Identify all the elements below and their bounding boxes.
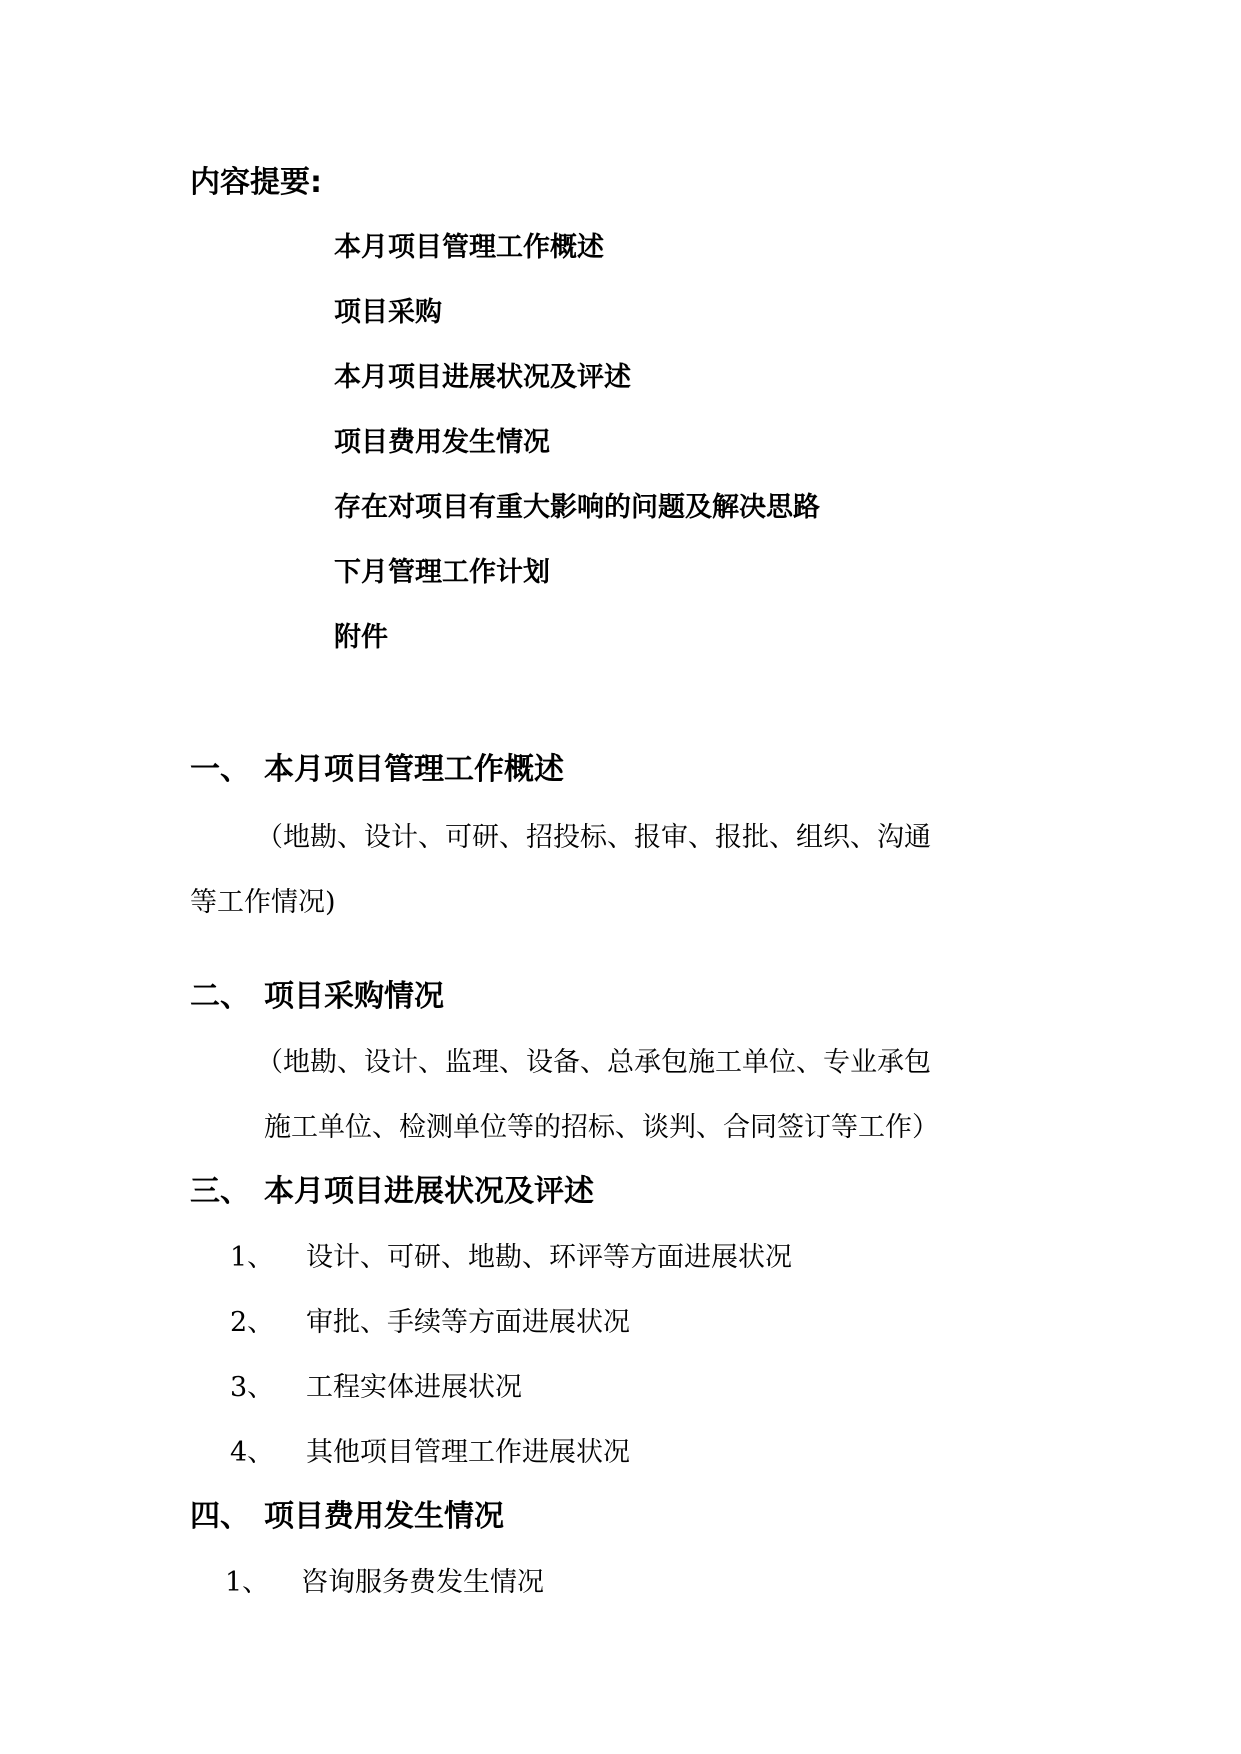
summary-item: 项目采购 <box>334 297 442 328</box>
section-number: 一、 <box>190 752 250 787</box>
section-1-paragraph-line: 等工作情况) <box>190 887 336 918</box>
section-3-list-item <box>230 1238 792 1278</box>
section-4-list-item <box>225 1563 544 1603</box>
list-index: 1、 <box>230 1242 275 1273</box>
section-3-list-item <box>230 1303 630 1343</box>
section-1-paragraph-line: （地勘、设计、可研、招投标、报审、报批、组织、沟通 <box>256 822 931 853</box>
summary-list <box>334 228 820 683</box>
section-title: 本月项目进展状况及评述 <box>264 1174 594 1209</box>
summary-item: 下月管理工作计划 <box>334 557 550 588</box>
list-index: 3、 <box>230 1372 275 1403</box>
section-heading-4 <box>190 1497 504 1537</box>
list-text: 咨询服务费发生情况 <box>301 1567 544 1598</box>
section-2-paragraph-line: （地勘、设计、监理、设备、总承包施工单位、专业承包 <box>256 1047 931 1078</box>
section-title: 本月项目管理工作概述 <box>264 752 564 787</box>
summary-item: 本月项目管理工作概述 <box>334 232 604 263</box>
summary-item: 存在对项目有重大影响的问题及解决思路 <box>334 492 820 523</box>
section-number: 三、 <box>190 1174 250 1209</box>
list-index: 1、 <box>225 1567 270 1598</box>
list-index: 4、 <box>230 1437 275 1468</box>
section-number: 二、 <box>190 979 250 1014</box>
list-text: 工程实体进展状况 <box>306 1372 522 1403</box>
section-heading-1 <box>190 750 564 790</box>
section-title: 项目采购情况 <box>264 979 444 1014</box>
section-3-list-item <box>230 1368 522 1408</box>
section-heading-2 <box>190 977 444 1017</box>
section-heading-3 <box>190 1172 594 1212</box>
list-text: 其他项目管理工作进展状况 <box>306 1437 630 1468</box>
section-title: 项目费用发生情况 <box>264 1499 504 1534</box>
summary-item: 项目费用发生情况 <box>334 427 550 458</box>
section-2-paragraph-line: 施工单位、检测单位等的招标、谈判、合同签订等工作） <box>264 1112 939 1143</box>
section-number: 四、 <box>190 1499 250 1534</box>
summary-item: 本月项目进展状况及评述 <box>334 362 631 393</box>
summary-item: 附件 <box>334 622 388 653</box>
list-index: 2、 <box>230 1307 275 1338</box>
section-3-list-item <box>230 1433 630 1473</box>
list-text: 设计、可研、地勘、环评等方面进展状况 <box>306 1242 792 1273</box>
list-text: 审批、手续等方面进展状况 <box>306 1307 630 1338</box>
summary-title: 内容提要: <box>190 165 322 200</box>
